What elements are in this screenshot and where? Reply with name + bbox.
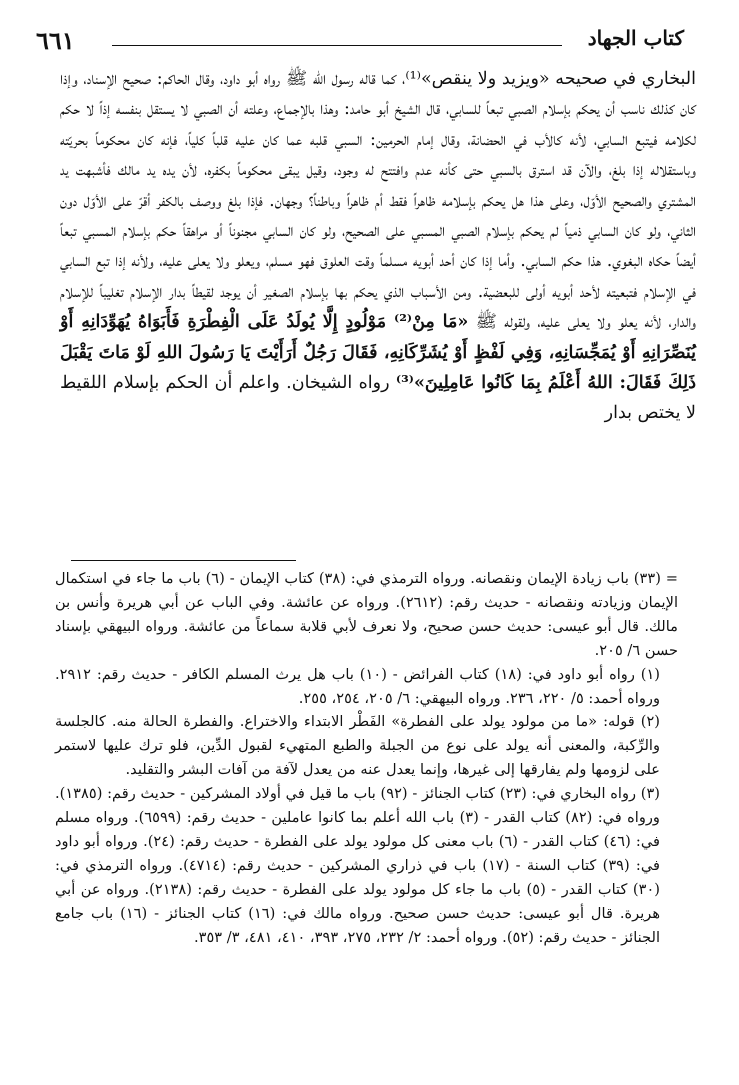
footnote-3: (٣) رواه البخاري في: (٢٣) كتاب الجنائز - (٩٢) باب ما قيل في أولاد المشركين - حديث رقم: (١٣٨٥). ورواه في: (٨٢) كتاب القدر - (٣) باب الله أعلم بما كانوا عاملين - حديث رقم: (٦٥٩٩). ورواه مسلم في: (٤٦) كتاب القدر - (٦) باب معنى كل مولود يولد على الفطرة - حديث رقم: (٢٤). ورواه أبو داود في: (٣٩) كتاب السنة - (١٧) باب في ذراري المشركين - حديث رقم: (٤٧١٤). ورواه الترمذي في: (٣٠) كتاب القدر - (٥) باب ما جاء كل مولود يولد على الفطرة - حديث رقم: (٢١٣٨). ورواه عن أبي هريرة. قال أبو عيسى: حديث حسن صحيح. ورواه مالك في: (١٦) كتاب الجنائز - (١٦) باب جامع الجنائز - حديث رقم: (٥٢). ورواه أحمد: ٢/ ٢٣٢، ٢٧٥، ٣٩٣، ٤١٠، ٤٨١، ٣/ ٣٥٣. <box>55 785 661 946</box>
main-paragraph <box>60 64 696 429</box>
running-title: كتاب الجهاد <box>587 26 684 50</box>
main-closing: رواه الشيخان. واعلم أن الحكم بإسلام اللقيط لا يختص بدار <box>60 373 696 424</box>
page-number: ٦٦١ <box>36 26 75 55</box>
page-header <box>34 26 684 56</box>
header-rule <box>112 45 562 46</box>
main-paragraph-body: البخاري في صحيحه «ويزيد ولا ينقص»⁽¹⁾، كما قاله رسول الله ﷺ رواه أبو داود، وقال الحاكم: صحيح الإسناد، وإذا كان كذلك ناسب أن يحكم بإسلام الصبي تبعاً للسابي، قال الشيخ أبو حامد: وهذا بالإجماع، وعلته أن الصبي لا يستقل بنفسه إذاً لا حكم لكلامه فيتبع السابي، لأنه كالأب في الحضانة، وقال إمام الحرمين: السبي قلبه عما كان عليه قلباً كلياً، فإنه كان محكوماً بحريّته وباستقلاله إذا بلغ، والآن قد استرق بالسبي حتى كأنه عدم وافتتح له وجود، وقيل يبقى محكوماً بكفره، لأن يده يد مالك فأشبهت يد المشتري والصحيح الأوّل، وعلى هذا هل يحكم بإسلامه ظاهراً فقط أم ظاهراً وباطناً؟ وجهان. فإذا بلغ ووصف بالكفر أقرّ على الأوّل دون الثاني، ولو كان السابي ذمياً لم يحكم بإسلام الصبي المسبي على الصحيح، ولو كان السابي مجنوناً أو مراهقاً حكم بإسلام المسبي تبعاً أيضاً حكاه البغوي. هذا حكم السابي. وأما إذا كان أحد أبويه مسلماً وقت العلوق فهو مسلم، ويعلو ولا يعلى عليه، ولأنه إذا تبع السابي في الإسلام فتبعيته لأحد أبويه أولى للبعضية. ومن الأسباب الذي يحكم بها بإسلام الصغير أن يوجد لقيطاً بدار الإسلام تغليباً للإسلام والدار، لأنه يعلو ولا يعلى عليه، ولقوله ﷺ <box>60 69 696 333</box>
footnote-separator <box>71 560 296 561</box>
footnote-2: (٢) قوله: «ما من مولود يولد على الفطرة» الفَطْر الابتداء والاختراع. والفطرة الحالة منه. كالجلسة والرِّكبة، والمعنى أنه يولد على نوع من الجبلة والطبع المتهيء لقبول الدِّين، فلو ترك عليها لاستمر على لزومها ولم يفارقها إلى غيرها، وإنما يعدل عنه من يعدل لآفة من آفات البشر والتقليد. <box>55 713 660 779</box>
hadith-quote: «مَا مِنْ⁽²⁾ مَوْلُودٍ إِلَّا يُولَدُ عَلَى الْفِطْرَةِ فَأَبَوَاهُ يُهَوِّدَانِهِ أَوْ يُنَصِّرَانِهِ أَوْ يُمَجِّسَانِهِ، وَفِي لَفْظٍ أَوْ يُشَرِّكَانِهِ، فَقَالَ رَجُلٌ أَرَأَيْتَ يَا رَسُولَ اللهِ لَوْ مَاتَ يَقْبَلَ ذَلِكَ فَقَالَ: اللهُ أَعْلَمُ بِمَا كَانُوا عَامِلِينَ»⁽³⁾ <box>60 312 696 394</box>
main-text <box>60 64 696 429</box>
footnotes <box>55 567 696 950</box>
footnote-1: (١) رواه أبو داود في: (١٨) كتاب الفرائض - (١٠) باب هل يرث المسلم الكافر - حديث رقم: ٢٩١٢. ورواه أحمد: ٥/ ٢٢٠، ٢٣٦. ورواه البيهقي: ٦/ ٢٠٥، ٢٥٤، ٢٥٥. <box>55 665 660 707</box>
footnote-continuation: = (٣٣) باب زيادة الإيمان ونقصانه. ورواه الترمذي في: (٣٨) كتاب الإيمان - (٦) باب ما جاء في استكمال الإيمان وزيادته ونقصانه - حديث رقم: (٢٦١٢). ورواه عن عائشة. وفي الباب عن أبي هريرة وأنس بن مالك. قال أبو عيسى: حديث حسن صحيح، ولا نعرف لأبي قلابة سماعاً من عائشة. ورواه البيهقي بإسناد حسن ٦/ ٢٠٥. <box>55 570 679 659</box>
